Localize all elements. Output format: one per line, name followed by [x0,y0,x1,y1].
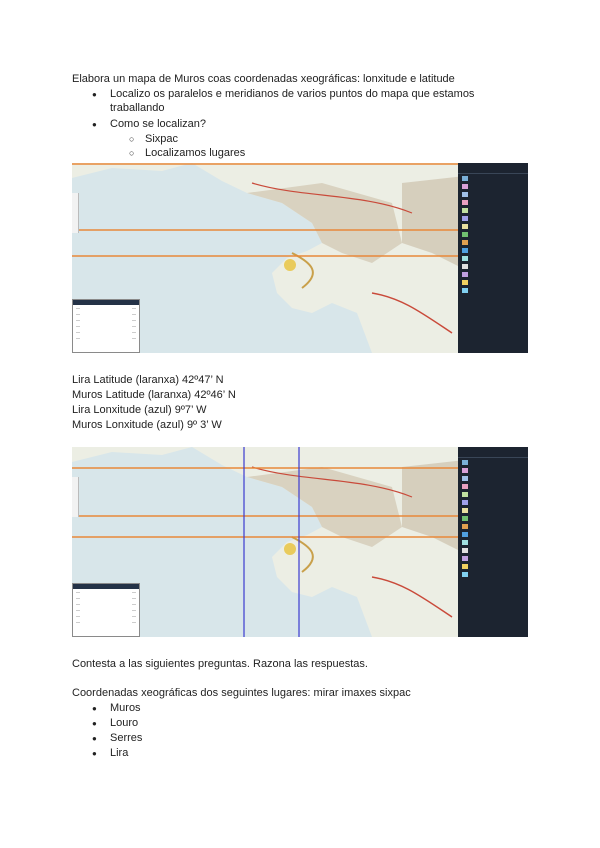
layer-row[interactable] [458,182,528,190]
layer-row[interactable] [458,514,528,522]
layer-row[interactable] [458,222,528,230]
bullet-item [110,117,206,131]
map-screenshot-2 [72,447,528,637]
layer-row[interactable] [458,190,528,198]
coord-line-2: Muros Latitude (laranxa) 42º46’ N [72,389,236,401]
layer-row[interactable] [458,530,528,538]
coordinates-box: — — — — — — — — — — — — [72,299,140,353]
questions-instruction: Contesta a las siguientes preguntas. Razona las respuestas. [72,658,368,670]
layer-row[interactable] [458,482,528,490]
place-name: Serres [110,732,143,744]
layer-row[interactable] [458,554,528,562]
sub-bullet-text: Sixpac [145,133,179,145]
sub-bullet-item [145,146,245,160]
layer-row[interactable] [458,506,528,514]
sub-bullet-item [145,132,178,146]
place-item [110,701,141,715]
layers-panel [458,163,528,353]
layer-row[interactable] [458,270,528,278]
layer-row[interactable] [458,562,528,570]
layer-row[interactable] [458,278,528,286]
layer-row[interactable] [458,474,528,482]
layer-row[interactable] [458,174,528,182]
layer-row[interactable] [458,466,528,474]
layer-row[interactable] [458,238,528,246]
layer-row[interactable] [458,254,528,262]
layer-row[interactable] [458,570,528,578]
place-item [110,731,142,745]
layer-row[interactable] [458,214,528,222]
coord-line-1: Lira Latitude (laranxa) 42º47’ N [72,374,224,386]
layer-row[interactable] [458,206,528,214]
layer-row[interactable] [458,198,528,206]
layers-header [458,447,528,458]
map-side-tab[interactable] [72,477,79,517]
coordinates-box: — — — — — — — — — — — — [72,583,140,637]
layer-row[interactable] [458,262,528,270]
layer-row[interactable] [458,286,528,294]
bullet-item [110,87,474,101]
layer-row[interactable] [458,490,528,498]
place-item [110,716,138,730]
coord-line-4: Muros Lonxitude (azul) 9º 3’ W [72,419,222,431]
bullet-text: Localizo os paralelos e meridianos de varios puntos do mapa que estamos [110,88,475,100]
coord-line-3: Lira Lonxitude (azul) 9º7’ W [72,404,207,416]
bullet-text: Como se localizan? [110,118,206,130]
place-item [110,746,128,760]
place-name: Lira [110,747,129,759]
layer-row[interactable] [458,230,528,238]
layer-row[interactable] [458,246,528,254]
sub-bullet-text: Localizamos lugares [145,147,246,159]
layers-header [458,163,528,174]
layers-panel [458,447,528,637]
layer-row[interactable] [458,538,528,546]
questions-heading: Coordenadas xeográficas dos seguintes lugares: mirar imaxes sixpac [72,687,411,699]
map-side-tab[interactable] [72,193,79,233]
intro-title: Elabora un mapa de Muros coas coordenadas xeográficas: lonxitude e latitude [72,73,455,85]
layer-row[interactable] [458,546,528,554]
layer-row[interactable] [458,522,528,530]
layer-row[interactable] [458,498,528,506]
layer-row[interactable] [458,458,528,466]
place-name: Louro [110,717,139,729]
bullet-continuation: traballando [110,102,165,114]
place-name: Muros [110,702,141,714]
map-screenshot-1 [72,163,528,353]
